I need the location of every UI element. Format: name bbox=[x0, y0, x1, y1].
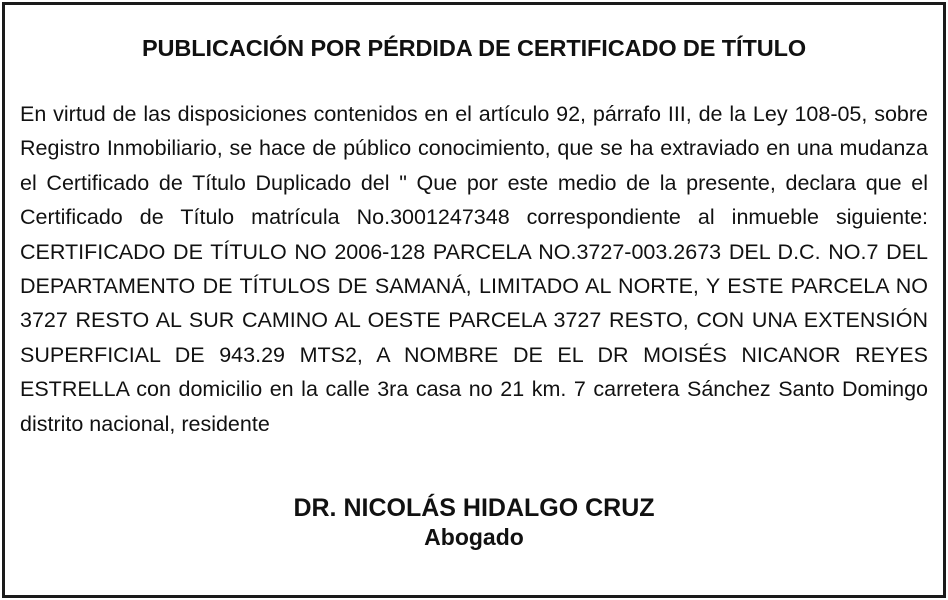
signature-block bbox=[5, 492, 943, 550]
notice-body: En virtud de las disposiciones contenidos en el artículo 92, párrafo III, de la Ley 108-05, sobre Registro Inmobiliario, se hace de público conocimiento, que se ha extraviado en una mudanza el Certificado de Título Duplicado del " Que por este medio de la presente, declara que el Certificado de Título matrícula No.3001247348 correspondiente al inmueble siguiente: CERTIFICADO DE TÍTULO NO 2006-128 PARCELA NO.3727-003.2673 DEL D.C. NO.7 DEL DEPARTAMENTO DE TÍTULOS DE SAMANÁ, LIMITADO AL NORTE, Y ESTE PARCELA NO 3727 RESTO AL SUR CAMINO AL OESTE PARCELA 3727 RESTO, CON UNA EXTENSIÓN SUPERFICIAL DE 943.29 MTS2, A NOMBRE DE EL DR MOISÉS NICANOR REYES ESTRELLA con domicilio en la calle 3ra casa no 21 km. 7 carretera Sánchez Santo Domingo distrito nacional, residente bbox=[20, 102, 928, 436]
signature-name: DR. NICOLÁS HIDALGO CRUZ bbox=[293, 494, 655, 522]
notice-title: PUBLICACIÓN POR PÉRDIDA DE CERTIFICADO DE TÍTULO bbox=[141, 35, 807, 61]
signature-role: Abogado bbox=[424, 524, 524, 550]
legal-notice-box bbox=[2, 2, 946, 598]
